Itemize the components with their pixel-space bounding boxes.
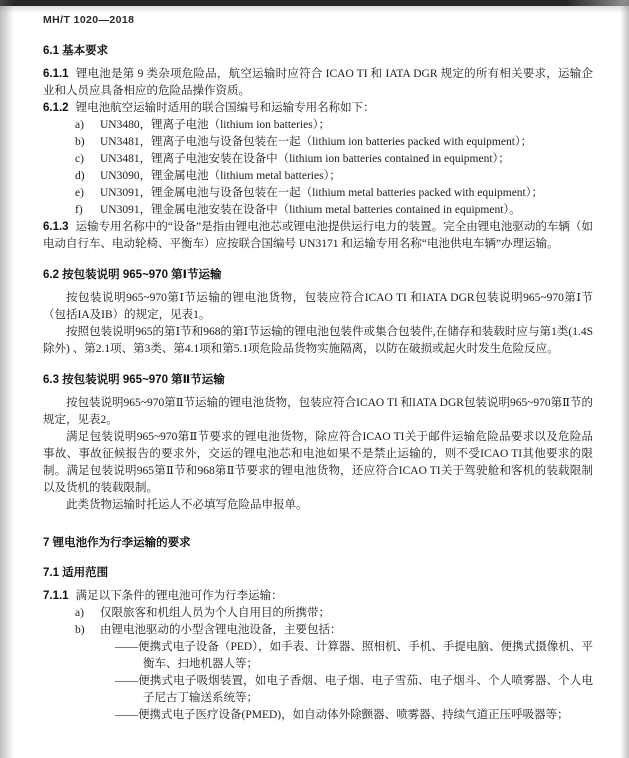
list-marker: b) xyxy=(75,136,85,148)
clause-number: 6.1.3 xyxy=(43,221,69,233)
list-item: a) UN3480，锂离子电池（lithium ion batteries）； xyxy=(43,117,593,134)
dash-item: ——便携式电子吸烟装置，如电子香烟、电子烟、电子雪茄、电子烟斗、个人喷雾器、个人电子尼古丁输送系统等； xyxy=(115,675,593,704)
section-heading: 7 锂电池作为行李运输的要求 xyxy=(43,537,191,549)
section-heading: 6.1 基本要求 xyxy=(43,45,109,57)
list-item: b) UN3481，锂离子电池与设备包装在一起（lithium ion batteries packed with equipment）； xyxy=(43,134,593,151)
section-heading: 6.3 按包装说明 965~970 第Ⅱ节运输 xyxy=(43,374,225,386)
list-marker: a) xyxy=(75,607,84,619)
list-marker: c) xyxy=(75,153,84,165)
clause-paragraph: 6.1.2 锂电池航空运输时适用的联合国编号和运输专用名称如下： xyxy=(43,102,375,114)
section-heading: 6.2 按包装说明 965~970 第Ⅰ节运输 xyxy=(43,269,222,281)
document-content xyxy=(43,8,593,724)
body-paragraph: 满足包装说明965~970第Ⅱ节要求的锂电池货物，除应符合ICAO TI关于邮件运输危险品要求以及危险品事故、事故征候报告的要求外，交运的锂电池芯和电池如果不是禁止运输的，则不受ICAO TI其他要求的限制。满足包装说明965第Ⅱ节和968第Ⅱ节要求的锂电池货物，还应符合ICAO TI关于驾驶舱和客机的装载限制以及货机的装载限制。 xyxy=(43,431,593,494)
list-marker: d) xyxy=(75,170,85,182)
list-item: e) UN3091，锂金属电池与设备包装在一起（lithium metal batteries packed with equipment）； xyxy=(43,185,593,202)
body-paragraph: 按包装说明965~970第Ⅱ节运输的锂电池货物，包装应符合ICAO TI 和IATA DGR包装说明965~970第Ⅱ节的规定，见表2。 xyxy=(43,397,593,426)
clause-paragraph: 7.1.1 满足以下条件的锂电池可作为行李运输： xyxy=(43,590,283,602)
clause-number: 6.1.2 xyxy=(43,102,69,114)
dash-item: ——便携式电子医疗设备(PMED)，如自动体外除颤器、喷雾器、持续气道正压呼吸器等； xyxy=(115,709,569,721)
list-marker: a) xyxy=(75,119,84,131)
clause-number: 6.1.1 xyxy=(43,68,69,80)
clause-paragraph: 6.1.1 锂电池是第 9 类杂项危险品，航空运输时应符合 ICAO TI 和 IATA DGR 规定的所有相关要求，运输企业和人员应具备相应的危险品操作资质。 xyxy=(43,68,593,97)
document-body xyxy=(43,43,593,724)
list-item: f) UN3091，锂金属电池安装在设备中（lithium metal batteries contained in equipment）。 xyxy=(43,202,593,219)
doc-number: MH/T 1020—2018 xyxy=(43,14,135,26)
page-right-edge-shadow xyxy=(620,0,629,758)
list-item: d) UN3090，锂金属电池（lithium metal batteries）； xyxy=(43,168,593,185)
clause-paragraph: 6.1.3 运输专用名称中的“设备”是指由锂电池芯或锂电池提供运行电力的装置。完全由锂电池驱动的车辆（如电动自行车、电动轮椅、平衡车）应按联合国编号 UN3171 和运输专用名称“电池供电车辆”办理运输。 xyxy=(43,221,593,250)
clause-number: 7.1.1 xyxy=(43,590,69,602)
page-left-edge-shadow xyxy=(0,0,14,758)
list-marker: b) xyxy=(75,624,85,636)
body-paragraph: 按包装说明965~970第Ⅰ节运输的锂电池货物，包装应符合ICAO TI 和IATA DGR包装说明965~970第Ⅰ节（包括IA及IB）的规定，见表1。 xyxy=(43,292,593,321)
list-marker: f) xyxy=(75,204,83,216)
list-marker: e) xyxy=(75,187,84,199)
body-paragraph: 此类货物运输时托运人不必填写危险品申报单。 xyxy=(66,499,308,511)
list-item: c) UN3481，锂离子电池安装在设备中（lithium ion batteries contained in equipment）； xyxy=(43,151,593,168)
dash-item: ——便携式电子设备（PED），如手表、计算器、照相机、手机、手提电脑、便携式摄像机、平衡车、扫地机器人等； xyxy=(115,641,593,670)
body-paragraph: 按照包装说明965的第Ⅰ节和968的第Ⅰ节运输的锂电池包装件或集合包装件,在储存和装载时应与第1类(1.4S除外) 、第2.1项、第3类、第4.1项和第5.1项危险品货物实施隔离，以防在破损或起火时发生危险反应。 xyxy=(43,326,593,355)
list-item: a) 仅限旅客和机组人员为个人自用目的所携带； xyxy=(43,605,593,622)
list-item: b) 由锂电池驱动的小型含锂电池设备，主要包括： xyxy=(43,622,593,639)
section-heading: 7.1 适用范围 xyxy=(43,567,109,579)
